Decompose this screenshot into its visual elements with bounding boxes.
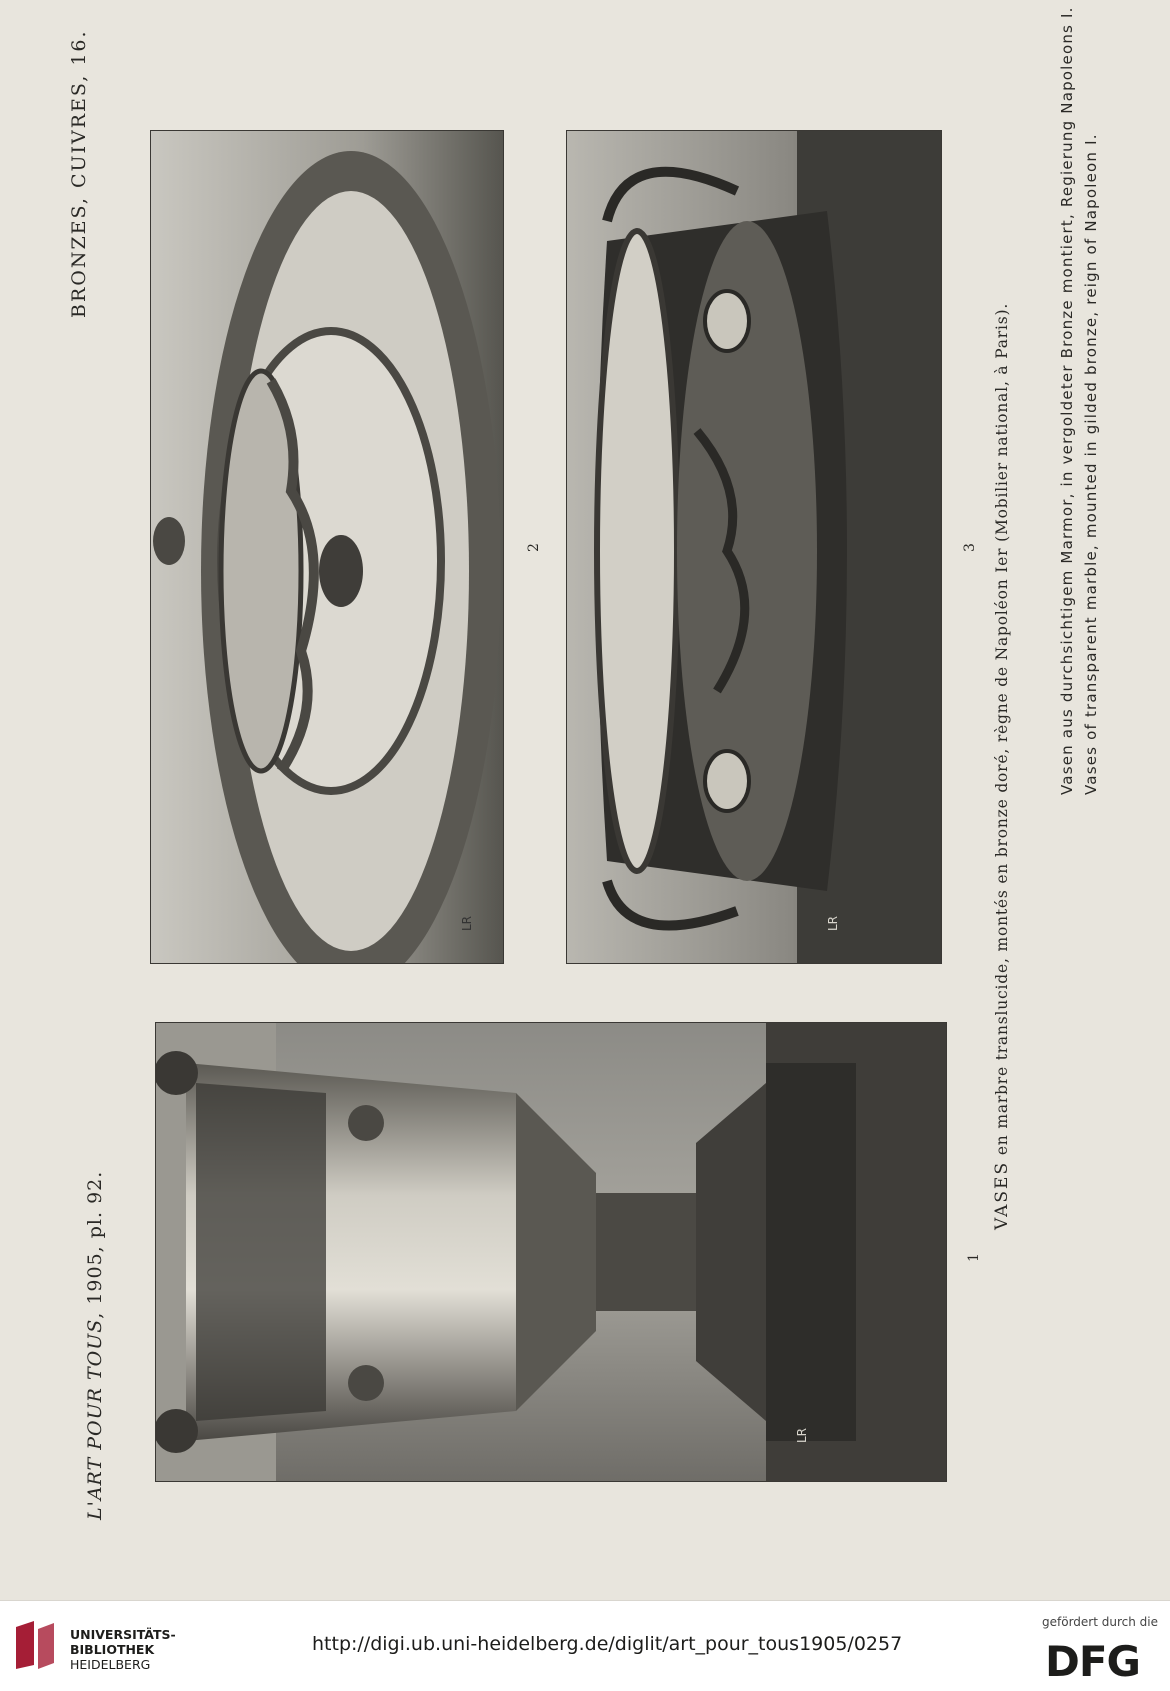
caption-french [992,303,1012,1230]
photo-urn-vase [155,1022,947,1482]
year-plate: , 1905, pl. 92. [84,1170,106,1319]
library-logo[interactable] [12,1619,192,1679]
funding-label: gefördert durch die [1042,1615,1158,1629]
caption-title: VASES [992,1160,1012,1230]
svg-text:LR: LR [826,915,840,931]
photo-covered-bowl [150,130,504,964]
publication-title: L'ART POUR TOUS [84,1318,106,1520]
permalink-url[interactable]: http://digi.ub.uni-heidelberg.de/diglit/art_pour_tous1905/0257 [312,1633,903,1655]
jardiniere-image [567,131,941,963]
svg-text:LR: LR [795,1427,809,1443]
svg-text:LR: LR [460,915,474,931]
urn-vase-image [156,1023,946,1481]
caption-french-text: en marbre translucide, montés en bronze doré, règne de Napoléon Ier (Mobilier national, à Paris). [993,302,1011,1161]
photo-jardiniere [566,130,942,964]
publication-header [84,1171,106,1520]
digitization-footer [0,1600,1170,1691]
dfg-logo[interactable]: DFG [1045,1637,1141,1686]
caption-german: Vasen aus durchsichtigem Marmor, in vergoldeter Bronze montiert, Regierung Napoleons I. [1058,6,1076,795]
caption-english: Vases of transparent marble, mounted in gilded bronze, reign of Napoleon I. [1082,133,1100,795]
plate-number-3: 3 [962,543,978,552]
library-name: UNIVERSITÄTS- BIBLIOTHEK HEIDELBERG [70,1627,176,1672]
plate-number-2: 2 [526,543,542,552]
covered-bowl-image [151,131,503,963]
library-emblem-icon [12,1619,58,1671]
section-header: BRONZES, CUIVRES, 16. [68,29,90,318]
plate-number-1: 1 [966,1253,982,1262]
